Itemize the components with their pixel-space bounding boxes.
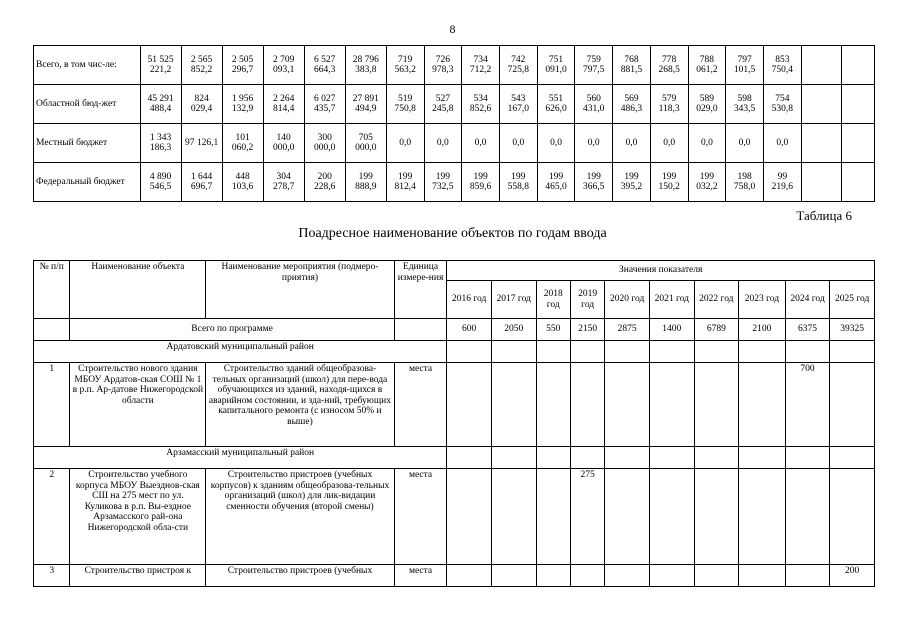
value-cell [605, 565, 650, 587]
header-year: 2018 год [536, 281, 570, 319]
row-3-num: 3 [34, 565, 70, 587]
budget-value-cell: 6 527 664,3 [304, 46, 345, 85]
value-cell: 2875 [605, 319, 650, 341]
value-cell [694, 469, 739, 565]
header-num: № п/п [34, 261, 70, 319]
budget-value-cell: 6 027 435,7 [304, 85, 345, 124]
value-cell [536, 341, 570, 363]
value-cell [447, 363, 492, 447]
row-2-event: Строительство пристроев (учебных корпусов) к зданиям общеобразова-тельных организаций (школ) для лик-видации сменности обучения (второй смены) [206, 469, 394, 565]
header-year: 2016 год [447, 281, 492, 319]
value-cell [491, 447, 536, 469]
header-year: 2025 год [830, 281, 875, 319]
budget-value-cell: 1 956 132,9 [222, 85, 263, 124]
budget-value-cell: 199 150,2 [650, 163, 688, 202]
budget-value-cell: 1 343 186,3 [140, 124, 181, 163]
value-cell [739, 447, 786, 469]
value-cell [605, 363, 650, 447]
header-event: Наименование мероприятия (подмеро-приятия) [206, 261, 394, 319]
value-cell: 39325 [830, 319, 875, 341]
budget-value-cell: 754 530,8 [763, 85, 801, 124]
value-cell [447, 565, 492, 587]
budget-row [34, 124, 875, 163]
budget-value-cell: 598 343,5 [726, 85, 764, 124]
budget-value-cell [801, 46, 841, 85]
district-arzamas: Арзамасский муниципальный район [34, 447, 447, 469]
budget-value-cell [841, 46, 874, 85]
budget-value-cell [801, 163, 841, 202]
budget-value-cell: 4 890 546,5 [140, 163, 181, 202]
budget-value-cell: 199 558,8 [499, 163, 537, 202]
value-cell [649, 447, 694, 469]
budget-table [33, 45, 875, 202]
budget-value-cell: 551 626,0 [537, 85, 575, 124]
value-cell [649, 565, 694, 587]
budget-value-cell: 97 126,1 [181, 124, 222, 163]
budget-value-cell [841, 163, 874, 202]
budget-value-cell: 448 103,6 [222, 163, 263, 202]
header-object: Наименование объекта [70, 261, 206, 319]
budget-value-cell [801, 85, 841, 124]
budget-value-cell: 0,0 [688, 124, 726, 163]
budget-value-cell: 27 891 494,9 [345, 85, 386, 124]
row-2-object: Строительство учебного корпуса МБОУ Выезднов-ская СШ на 275 мест по ул. Куликова в р.п. Вы-ездное Арзамасского рай-она Нижегородской обла-сти [70, 469, 206, 565]
budget-row [34, 163, 875, 202]
budget-value-cell: 0,0 [726, 124, 764, 163]
value-cell: 200 [830, 565, 875, 587]
budget-value-cell: 768 881,5 [613, 46, 651, 85]
value-cell: 600 [447, 319, 492, 341]
value-cell [447, 447, 492, 469]
value-cell [739, 565, 786, 587]
budget-value-cell: 199 859,6 [462, 163, 500, 202]
header-year: 2021 год [649, 281, 694, 319]
header-year: 2022 год [694, 281, 739, 319]
budget-value-cell: 2 264 814,4 [263, 85, 304, 124]
value-cell [491, 341, 536, 363]
value-cell [570, 341, 604, 363]
value-cell [785, 565, 830, 587]
value-cell [694, 363, 739, 447]
budget-value-cell: 527 245,8 [424, 85, 462, 124]
value-cell: 700 [785, 363, 830, 447]
budget-value-cell: 751 091,0 [537, 46, 575, 85]
budget-row-label: Местный бюджет [34, 124, 141, 163]
value-cell [694, 447, 739, 469]
budget-value-cell: 824 029,4 [181, 85, 222, 124]
budget-value-cell: 742 725,8 [499, 46, 537, 85]
budget-value-cell: 705 000,0 [345, 124, 386, 163]
row-1-num: 1 [34, 363, 70, 447]
budget-value-cell: 198 758,0 [726, 163, 764, 202]
budget-value-cell: 0,0 [575, 124, 613, 163]
budget-value-cell: 0,0 [424, 124, 462, 163]
page-number: 8 [449, 22, 456, 36]
header-year: 2019 год [570, 281, 604, 319]
budget-value-cell: 778 268,5 [650, 46, 688, 85]
budget-row [34, 85, 875, 124]
value-cell: 2150 [570, 319, 604, 341]
value-cell [830, 341, 875, 363]
header-year: 2017 год [491, 281, 536, 319]
row-3-unit: места [394, 565, 447, 587]
header-year: 2023 год [739, 281, 786, 319]
budget-row-label: Всего, в том чис-ле: [34, 46, 141, 85]
value-cell [739, 363, 786, 447]
row-2-unit: места [394, 469, 447, 565]
budget-value-cell: 0,0 [613, 124, 651, 163]
budget-value-cell: 589 029,0 [688, 85, 726, 124]
row-3-event: Строительство пристроев (учебных [206, 565, 394, 587]
value-cell [649, 341, 694, 363]
value-cell [536, 469, 570, 565]
value-cell [536, 565, 570, 587]
budget-value-cell: 0,0 [537, 124, 575, 163]
budget-value-cell: 199 465,0 [537, 163, 575, 202]
value-cell [649, 469, 694, 565]
row-1-object: Строительство нового здания МБОУ Ардатов-ская СОШ № 1 в р.п. Ар-датове Нижегородской области [70, 363, 206, 447]
value-cell [739, 469, 786, 565]
budget-value-cell: 199 395,2 [613, 163, 651, 202]
row-3-object: Строительство пристроя к [70, 565, 206, 587]
budget-value-cell: 797 101,5 [726, 46, 764, 85]
budget-value-cell [801, 124, 841, 163]
district-ardatov: Ардатовский муниципальный район [34, 341, 447, 363]
value-cell [491, 565, 536, 587]
budget-row [34, 46, 875, 85]
budget-value-cell: 719 563,2 [386, 46, 424, 85]
header-values: Значения показателя [447, 261, 875, 281]
budget-value-cell: 99 219,6 [763, 163, 801, 202]
budget-value-cell: 543 167,0 [499, 85, 537, 124]
budget-value-cell: 734 712,2 [462, 46, 500, 85]
row-1-event: Строительство зданий общеобразова-тельных организаций (школ) для пере-вода обучающихся из зданий, находя-щихся в аварийном состоянии, и зда-ний, требующих капитального ремонта (с износом 50% и выше) [206, 363, 394, 447]
budget-value-cell: 2 505 296,7 [222, 46, 263, 85]
budget-value-cell: 569 486,3 [613, 85, 651, 124]
header-year: 2020 год [605, 281, 650, 319]
value-cell [830, 447, 875, 469]
value-cell [570, 363, 604, 447]
value-cell: 1400 [649, 319, 694, 341]
value-cell [649, 363, 694, 447]
value-cell [785, 341, 830, 363]
header-year: 2024 год [785, 281, 830, 319]
value-cell [491, 469, 536, 565]
budget-value-cell: 51 525 221,2 [140, 46, 181, 85]
budget-value-cell [841, 85, 874, 124]
budget-value-cell: 0,0 [650, 124, 688, 163]
budget-value-cell: 0,0 [462, 124, 500, 163]
value-cell [447, 341, 492, 363]
value-cell [491, 363, 536, 447]
value-cell: 2050 [491, 319, 536, 341]
value-cell [536, 447, 570, 469]
budget-value-cell: 199 366,5 [575, 163, 613, 202]
value-cell [739, 341, 786, 363]
row-2-num: 2 [34, 469, 70, 565]
total-label: Всего по программе [70, 319, 394, 341]
budget-value-cell: 2 709 093,1 [263, 46, 304, 85]
value-cell [694, 341, 739, 363]
budget-value-cell: 28 796 383,8 [345, 46, 386, 85]
objects-table [33, 260, 875, 587]
table-label: Таблица 6 [796, 208, 852, 223]
budget-value-cell: 200 228,6 [304, 163, 345, 202]
value-cell: 6375 [785, 319, 830, 341]
value-cell: 275 [570, 469, 604, 565]
value-cell [536, 363, 570, 447]
budget-value-cell: 2 565 852,2 [181, 46, 222, 85]
header-unit: Единица измере-ния [394, 261, 447, 319]
value-cell [694, 565, 739, 587]
budget-value-cell: 534 852,6 [462, 85, 500, 124]
value-cell [830, 363, 875, 447]
budget-value-cell: 853 750,4 [763, 46, 801, 85]
value-cell [447, 469, 492, 565]
table-title: Поадресное наименование объектов по годам ввода [298, 226, 607, 241]
budget-row-label: Областной бюд-жет [34, 85, 141, 124]
budget-value-cell: 0,0 [499, 124, 537, 163]
total-num-cell [34, 319, 70, 341]
value-cell [785, 447, 830, 469]
value-cell [570, 447, 604, 469]
value-cell: 6789 [694, 319, 739, 341]
budget-value-cell [841, 124, 874, 163]
row-1-unit: места [394, 363, 447, 447]
budget-value-cell: 101 060,2 [222, 124, 263, 163]
budget-value-cell: 300 000,0 [304, 124, 345, 163]
budget-value-cell: 0,0 [386, 124, 424, 163]
budget-value-cell: 140 000,0 [263, 124, 304, 163]
budget-value-cell: 1 644 696,7 [181, 163, 222, 202]
budget-value-cell: 304 278,7 [263, 163, 304, 202]
value-cell [605, 447, 650, 469]
budget-value-cell: 199 888,9 [345, 163, 386, 202]
budget-value-cell: 579 118,3 [650, 85, 688, 124]
budget-value-cell: 199 732,5 [424, 163, 462, 202]
value-cell [570, 565, 604, 587]
value-cell: 550 [536, 319, 570, 341]
budget-value-cell: 0,0 [763, 124, 801, 163]
total-unit-cell [394, 319, 447, 341]
budget-value-cell: 519 750,8 [386, 85, 424, 124]
value-cell [605, 341, 650, 363]
value-cell [830, 469, 875, 565]
value-cell [785, 469, 830, 565]
value-cell [605, 469, 650, 565]
budget-value-cell: 199 812,4 [386, 163, 424, 202]
budget-value-cell: 45 291 488,4 [140, 85, 181, 124]
budget-value-cell: 199 032,2 [688, 163, 726, 202]
value-cell: 2100 [739, 319, 786, 341]
budget-value-cell: 726 978,3 [424, 46, 462, 85]
budget-value-cell: 560 431,0 [575, 85, 613, 124]
budget-value-cell: 759 797,5 [575, 46, 613, 85]
budget-value-cell: 788 061,2 [688, 46, 726, 85]
budget-row-label: Федеральный бюджет [34, 163, 141, 202]
